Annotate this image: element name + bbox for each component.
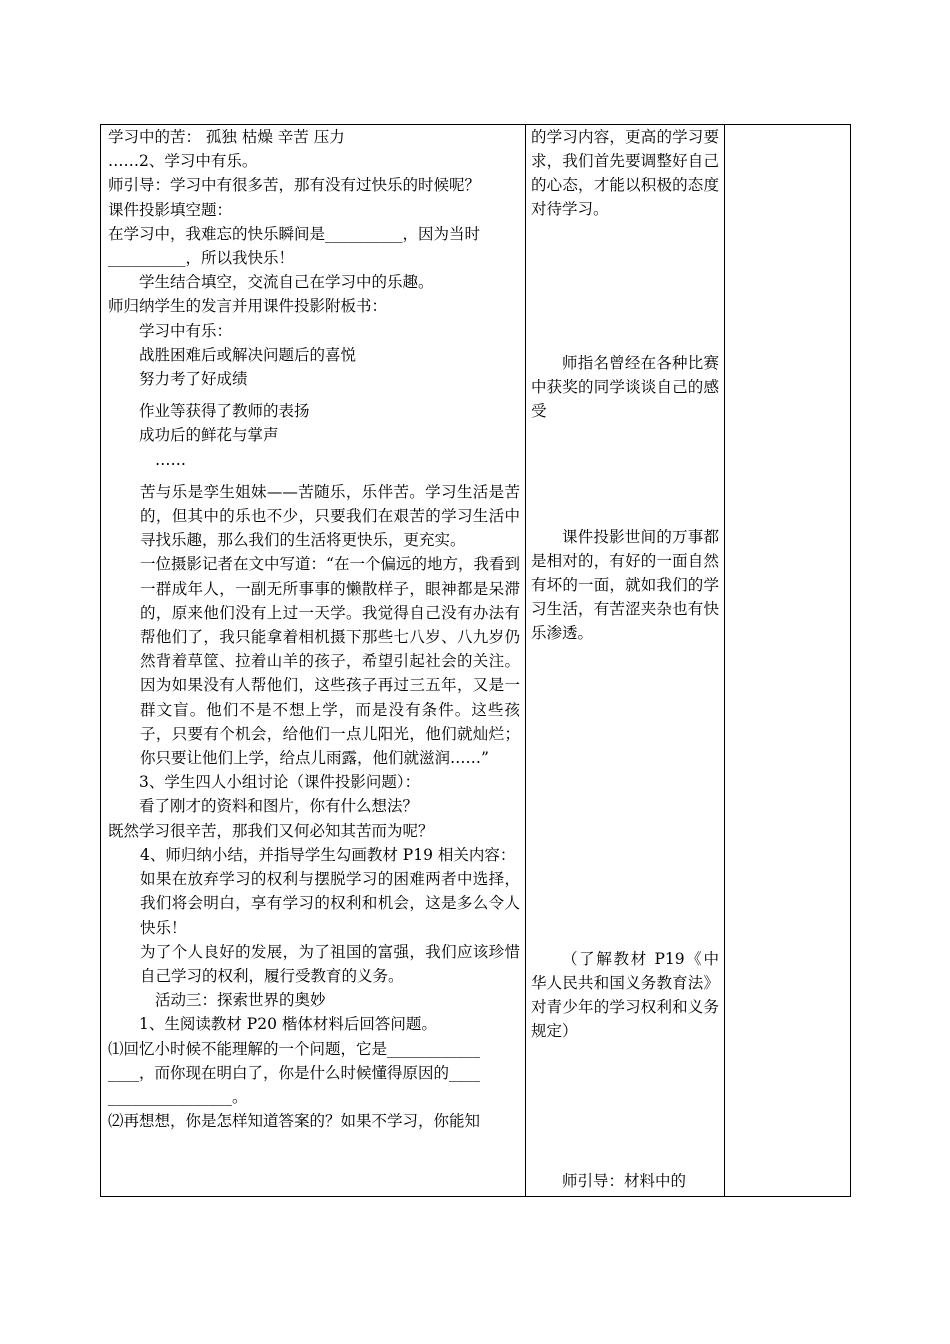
text-line: 师归纳学生的发言并用课件投影附板书： [108, 297, 388, 316]
paragraph: 4、师归纳小结，并指导学生勾画教材 P19 相关内容： [140, 845, 516, 864]
text-line: ________________。 [108, 1087, 248, 1106]
text-line: ____，而你现在明白了，你是什么时候懂得原因的____ [108, 1063, 481, 1082]
text-line: __________，所以我快乐！ [108, 249, 295, 268]
note-paragraph: （了解教材 P19《中华人民共和国义务教育法》对青少年的学习权利和义务规定） [531, 950, 719, 1040]
lesson-plan-table [100, 124, 851, 1197]
activity-heading: 活动三：探索世界的奥妙 [155, 991, 326, 1010]
paragraph: 如果在放弃学习的权利与摆脱学习的困难两者中选择，我们将会明白，享有学习的权利和机会，这是多么令人快乐！ [140, 870, 520, 937]
paragraph: 为了个人良好的发展，为了祖国的富强，我们应该珍惜自己学习的权利，履行受教育的义务。 [140, 942, 520, 985]
board-item: 努力考了好成绩 [139, 370, 248, 389]
board-heading: 学习中有乐： [139, 321, 233, 340]
text-line: 师引导：学习中有很多苦，那有没有过快乐的时候呢？ [108, 176, 481, 195]
board-item: …… [155, 450, 186, 469]
teaching-process-column [108, 125, 520, 1133]
paragraph: 一位摄影记者在文中写道：“在一个偏远的地方，我看到一群成年人，一副无所事事的懒散样子，眼神都是呆滞的，原来他们没有上过一天学。我觉得自己没有办法有帮他们了，我只能拿着相机摄下那些七八岁、八九岁仍然背着草筐、拉着山羊的孩子，希望引起社会的关注。因为如果没有人帮他们，这些孩子再过三五年，又是一群文盲。他们不是不想上学，而是没有条件。这些孩子，只要有个机会，给他们一点儿阳光，他们就灿烂；你只要让他们上学，给点儿雨露，他们就滋润……” [140, 555, 520, 768]
note-paragraph: 的学习内容，更高的学习要求，我们首先要调整好自己的心态，才能以积极的态度对待学习。 [531, 128, 719, 218]
note-paragraph: 师引导：材料中的 [562, 1172, 687, 1190]
board-item: 战胜困难后或解决问题后的喜悦 [139, 345, 357, 364]
board-item: 成功后的鲜花与掌声 [139, 426, 279, 445]
text-line: ……2、学习中有乐。 [108, 152, 258, 171]
text-line: 1、生阅读教材 P20 楷体材料后回答问题。 [139, 1015, 437, 1034]
column-divider-1 [525, 125, 526, 1196]
text-line: 既然学习很辛苦，那我们又何必知其苦而为呢？ [108, 821, 434, 840]
text-line: 学习中的苦： 孤独 枯燥 辛苦 压力 [108, 128, 345, 146]
text-line: 看了刚才的资料和图片，你有什么想法？ [139, 797, 419, 816]
text-line: 课件投影填空题： [108, 200, 233, 219]
note-paragraph: 课件投影世间的万事都是相对的，有好的一面自然有坏的一面，就如我们的学习生活，有苦涩夹杂也有快乐渗透。 [531, 528, 719, 642]
paragraph: 苦与乐是孪生姐妹——苦随乐，乐伴苦。学习生活是苦的，但其中的乐也不少，只要我们在艰苦的学习生活中寻找乐趣，那么我们的生活将更快乐，更充实。 [140, 482, 520, 550]
text-line: 3、学生四人小组讨论（课件投影问题）： [139, 773, 421, 792]
text-line: 在学习中，我难忘的快乐瞬间是__________，因为当时 [108, 224, 481, 243]
text-line: 学生结合填空，交流自己在学习中的乐趣。 [139, 273, 434, 292]
text-line: ⑴回忆小时候不能理解的一个问题，它是____________ [108, 1039, 481, 1058]
note-paragraph: 师指名曾经在各种比赛中获奖的同学谈谈自己的感受 [531, 354, 719, 420]
column-divider-2 [724, 125, 725, 1196]
text-line: ⑵再想想，你是怎样知道答案的？如果不学习，你能知 [108, 1112, 481, 1131]
board-item: 作业等获得了教师的表扬 [139, 402, 310, 421]
